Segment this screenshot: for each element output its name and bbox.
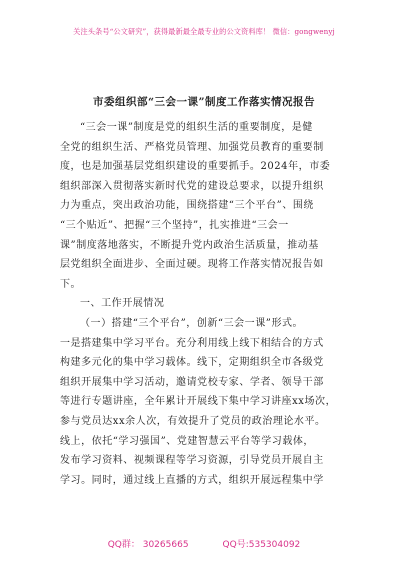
body-line: 下。 <box>60 278 82 290</box>
body-line: 全党的组织生活、严格党员管理、加强党员教育的重要制 <box>60 141 324 153</box>
body-line: 层党组织全面进步、全面过硬。现将工作落实情况报告如 <box>60 259 324 271</box>
document-title: 市委组织部“三会一课”制度工作落实情况报告 <box>92 96 316 108</box>
body-line: 组织部深入贯彻落实新时代党的建设总要求，以提升组织 <box>60 180 324 192</box>
body-line: 力为重点，突出政治功能，围绕搭建“三个平台”、围绕 <box>60 200 314 212</box>
body-line: “三会一课”制度是党的组织生活的重要制度，是健 <box>80 122 313 133</box>
footer-contact <box>0 537 408 550</box>
body-line: 组织开展集中学习活动，邀请党校专家、学者、领导干部 <box>60 376 324 388</box>
header-promo-note: 关注头条号“公文研究”，获得最新最全最专业的公文资料库！ 微信：gongwenyj <box>73 27 335 36</box>
body-line: 学习。同时，通过线上直播的方式，组织开展远程集中学 <box>60 474 324 486</box>
body-line: 构建多元化的集中学习载体。线下，定期组织全市各级党 <box>60 357 324 369</box>
body-line: 课”制度落地落实，不断提升党内政治生活质量，推动基 <box>60 239 319 251</box>
body-line: 发布学习资料、视频课程等学习资源，引导党员开展自主 <box>60 455 324 467</box>
body-line: 一是搭建集中学习平台。充分利用线上线下相结合的方式 <box>60 337 324 349</box>
body-line: 度，也是加强基层党组织建设的重要抓手。2024年，市委 <box>60 161 331 173</box>
subsection-heading: （一）搭建“三个平台”，创新“三会一课”形式。 <box>80 317 304 329</box>
body-line: 等进行专题讲座，全年累计开展线下集中学习讲座xx场次， <box>60 396 337 408</box>
footer-qq-group: QQ群： 30265665 <box>107 540 189 550</box>
body-line: 参与党员达xx余人次，有效提升了党员的政治理论水平。 <box>60 415 326 427</box>
body-line: “三个贴近”、把握“三个坚持”，扎实推进“三会一 <box>60 219 289 231</box>
body-line: 线上，依托“学习强国”、党建智慧云平台等学习载体， <box>60 435 314 447</box>
section-heading: 一、工作开展情况 <box>80 298 165 310</box>
document-body <box>60 118 344 490</box>
footer-qq-number: QQ号:535304092 <box>222 540 301 550</box>
